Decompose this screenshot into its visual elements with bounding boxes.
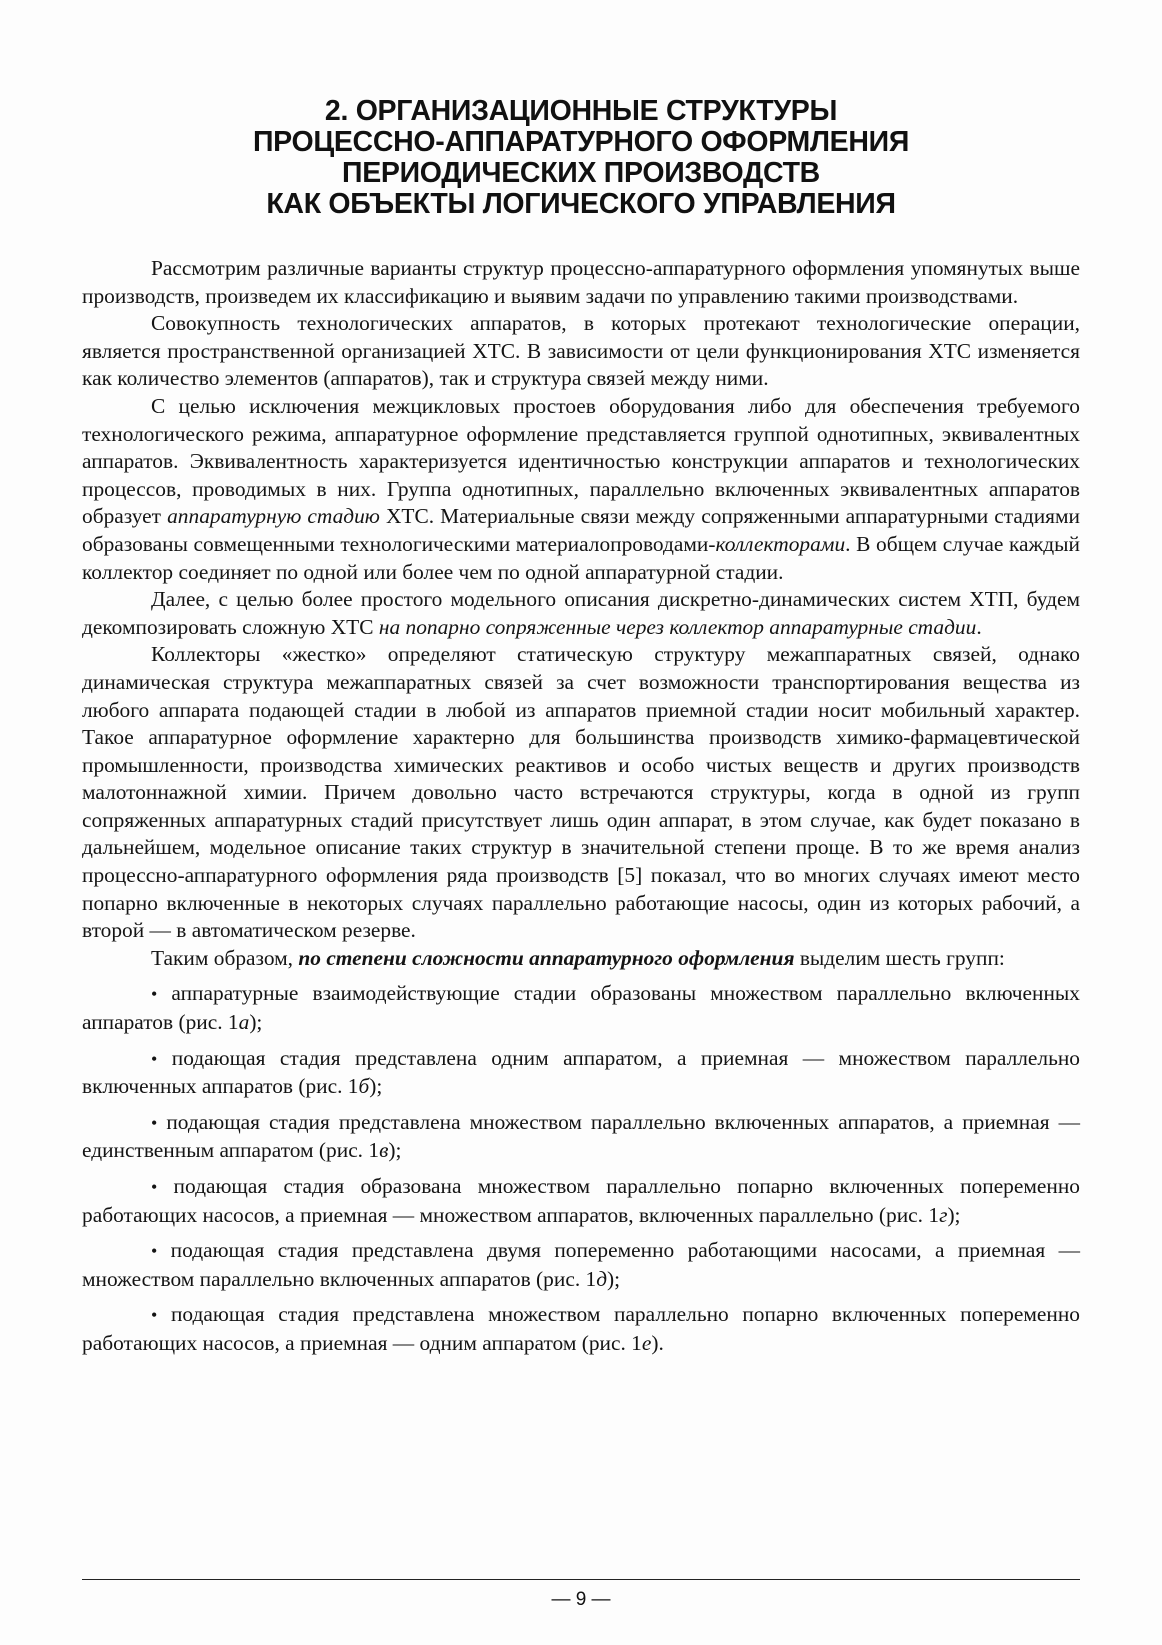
- emphasis-term: аппаратурную стадию: [167, 504, 380, 529]
- paragraph-text: Совокупность технологических аппаратов, в которых протекают технологические операции, является пространственной организацией ХТС. В зависимости от цели функционирования ХТС изменяется как количество элементов (аппаратов), так и структура связей между ними.: [82, 311, 1080, 391]
- list-item: [82, 1237, 1080, 1293]
- paragraph-text: выделим шесть групп:: [794, 945, 1005, 970]
- bullet-icon: •: [151, 1241, 158, 1262]
- bullet-icon: •: [151, 1305, 158, 1326]
- paragraph: [82, 393, 1080, 586]
- figure-letter: б: [358, 1074, 370, 1099]
- list-item-text: подающая стадия представлена одним аппаратом, а приемная — множеством параллельно включенных аппаратов (рис. 1: [82, 1045, 1080, 1099]
- list-item: [82, 980, 1080, 1036]
- paragraph: [82, 310, 1080, 393]
- emphasis-term: коллекторами: [715, 531, 846, 556]
- paragraph-text: . В общем случае каждый коллектор соединяет по одной или более чем по одной аппаратурной стадии.: [82, 531, 1080, 584]
- figure-letter: в: [379, 1138, 389, 1163]
- list-item-end: ).: [651, 1330, 664, 1355]
- footer-divider: [82, 1579, 1080, 1580]
- list-item-end: );: [249, 1010, 263, 1035]
- paragraph-text: ХТС. Материальные связи между сопряженными аппаратурными стадиями образованы совмещенными технологическими материалопроводами-: [82, 504, 1081, 556]
- bullet-icon: •: [151, 1048, 158, 1069]
- paragraph-text: С целью исключения межцикловых простоев оборудования либо для обеспечения требуемого технологического режима, аппаратурное оформление представляется группой однотипных, эквивалентных аппаратов. Эквивалентность характеризуется идентичностью конструкции аппаратов и технологических процессов, проводимых в них. Группа однотипных, параллельно включенных эквивалентных аппаратов образует: [82, 393, 1080, 529]
- paragraph: [82, 586, 1080, 641]
- paragraph: [82, 945, 1080, 973]
- heading-line: ПЕРИОДИЧЕСКИХ ПРОИЗВОДСТВ: [342, 157, 820, 189]
- list-item-end: );: [947, 1202, 961, 1227]
- body-text: [82, 255, 1080, 1358]
- list-item: [82, 1045, 1080, 1101]
- list-item: [82, 1173, 1080, 1229]
- bullet-icon: •: [151, 1112, 158, 1133]
- figure-letter: д: [596, 1266, 608, 1291]
- chapter-heading: [80, 96, 1082, 220]
- paragraph: [82, 255, 1080, 310]
- heading-line: ПРОЦЕССНО-АППАРАТУРНОГО ОФОРМЛЕНИЯ: [252, 126, 910, 158]
- list-item-end: );: [388, 1138, 402, 1163]
- figure-letter: е: [641, 1330, 652, 1355]
- paragraph-text: Коллекторы «жестко» определяют статическую структуру межаппаратных связей, однако динамическая структура межаппаратных связей за счет возможности транспортирования вещества из любого аппарата подающей стадии в любой из аппаратов приемной стадии носит мобильный характер. Такое аппаратурное оформление характерно для большинства производств химико-фармацевтической промышленности, производства химических реактивов и особо чистых веществ и других производств малотоннажной химии. Причем довольно часто встречаются структуры, когда в одной из групп сопряженных аппаратурных стадий присутствует лишь один аппарат, в этом случае, как будет показано в дальнейшем, модельное описание таких структур в значительной степени проще. В то же время анализ процессно-аппаратурного оформления ряда производств [5] показал, что во многих случаях имеют место попарно включенные в некоторых случаях параллельно работающие насосы, один из которых рабочий, а второй — в автоматическом резерве.: [82, 642, 1080, 943]
- figure-letter: г: [939, 1202, 948, 1227]
- paragraph-text: .: [976, 614, 982, 639]
- paragraph: [82, 641, 1080, 945]
- list-item: [82, 1109, 1080, 1165]
- bullet-icon: •: [151, 984, 158, 1005]
- list-item-text: подающая стадия представлена двумя попеременно работающими насосами, а приемная — множеством параллельно включенных аппаратов (рис. 1: [82, 1238, 1080, 1291]
- list-item-text: подающая стадия представлена множеством параллельно попарно включенных попеременно работающих насосов, а приемная — одним аппаратом (рис. 1: [82, 1302, 1080, 1355]
- page-number: — 9 —: [551, 1589, 611, 1610]
- list-item-end: );: [369, 1074, 383, 1099]
- emphasis-term: по степени сложности аппаратурного оформления: [298, 945, 795, 970]
- paragraph-text: Далее, с целью более простого модельного описания дискретно-динамических систем ХТП, будем декомпозировать сложную ХТС: [82, 587, 1080, 639]
- list-item: [82, 1301, 1080, 1357]
- list-item-text: подающая стадия представлена множеством параллельно включенных аппаратов, а приемная — единственным аппаратом (рис. 1: [82, 1109, 1080, 1163]
- figure-letter: а: [238, 1010, 250, 1035]
- paragraph-text: Таким образом,: [151, 945, 299, 970]
- heading-line: 2. ОРГАНИЗАЦИОННЫЕ СТРУКТУРЫ: [324, 95, 838, 127]
- emphasis-term: на попарно сопряженные через коллектор аппаратурные стадии: [378, 614, 977, 639]
- list-item-text: аппаратурные взаимодействующие стадии образованы множеством параллельно включенных аппаратов (рис. 1: [82, 981, 1080, 1035]
- heading-line: КАК ОБЪЕКТЫ ЛОГИЧЕСКОГО УПРАВЛЕНИЯ: [266, 188, 896, 220]
- bullet-icon: •: [151, 1177, 158, 1197]
- paragraph-text: Рассмотрим различные варианты структур процессно-аппаратурного оформления упомянутых выше производств, произведем их классификацию и выявим задачи по управлению такими производствами.: [82, 256, 1080, 308]
- list-item-text: подающая стадия образована множеством параллельно попарно включенных попеременно работающих насосов, а приемная — множеством аппаратов, включенных параллельно (рис. 1: [82, 1174, 1080, 1227]
- list-item-end: );: [607, 1266, 621, 1291]
